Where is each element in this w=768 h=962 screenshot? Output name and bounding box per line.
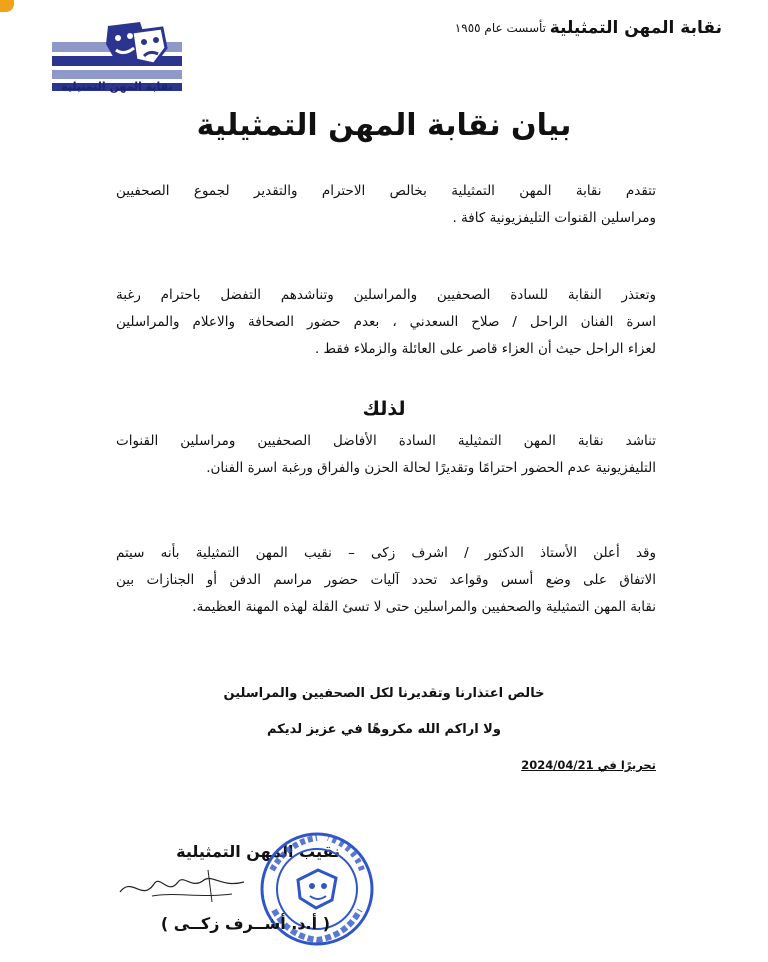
paragraph-4 <box>116 540 656 621</box>
statement-title: بيان نقابة المهن التمثيلية <box>196 108 572 143</box>
paragraph-1-line: تتقدم نقابة المهن التمثيلية بخالص الاحترام والتقدير لجموع الصحفيين <box>116 183 656 199</box>
paragraph-3-line: تناشد نقابة المهن التمثيلية السادة الأفاضل الصحفيين ومراسلين القنوات <box>116 433 656 449</box>
paragraph-4-line: نقابة المهن التمثيلية والصحفيين والمراسلين حتى لا تسئ القلة لهذه المهنة العظيمة. <box>192 599 656 615</box>
paragraph-2-line: لعزاء الراحل حيث أن العزاء قاصر على العائلة والزملاء فقط . <box>314 341 656 357</box>
paragraph-1 <box>116 178 656 232</box>
signatory-role: نقيب المهن التمثيلية <box>176 842 340 861</box>
hence-heading: لذلك <box>362 398 406 420</box>
syndicate-logo <box>50 18 186 108</box>
closing-condolence: ولا اراكم الله مكروهًا في عزيز لديكم <box>267 722 501 737</box>
paragraph-4-line: وقد أعلن الأستاذ الدكتور / اشرف زكى – نقيب المهن التمثيلية بأنه سيتم <box>116 545 656 561</box>
handwritten-signature <box>112 862 252 910</box>
issue-date: تحريرًا في 2024/04/21 <box>521 758 656 772</box>
header-syndicate-name: نقابة المهن التمثيلية <box>549 18 722 38</box>
paragraph-3 <box>116 428 656 482</box>
signatory-name: ( أ.د. أشــرف زكــى ) <box>160 914 330 933</box>
paragraph-2-line: اسرة الفنان الراحل / صلاح السعدني ، بعدم حضور الصحافة والاعلام والمراسلين <box>116 314 656 330</box>
paragraph-2-line: وتعتذر النقابة للسادة الصحفيين والمراسلين وتناشدهم التفضل باحترام رغبة <box>116 287 656 303</box>
header-founded-date: تأسست عام ١٩٥٥ <box>454 21 546 35</box>
paragraph-2 <box>116 282 656 363</box>
closing-apology: خالص اعتذارنا وتقديرنا لكل الصحفيين والمراسلين <box>223 686 545 701</box>
paragraph-1-line: ومراسلين القنوات التليفزيونية كافة . <box>452 210 656 226</box>
corner-decoration <box>0 0 14 12</box>
paragraph-4-line: الاتفاق على وضع أسس وقواعد تحدد آليات حضور مراسم الدفن أو الجنازات بين <box>116 572 656 588</box>
paragraph-3-line: التليفزيونية عدم الحضور احترامًا وتقديرًا لحالة الحزن والفراق ورغبة اسرة الفنان. <box>206 460 656 476</box>
logo-caption: نقابة المهن التمثيلية <box>61 80 173 93</box>
